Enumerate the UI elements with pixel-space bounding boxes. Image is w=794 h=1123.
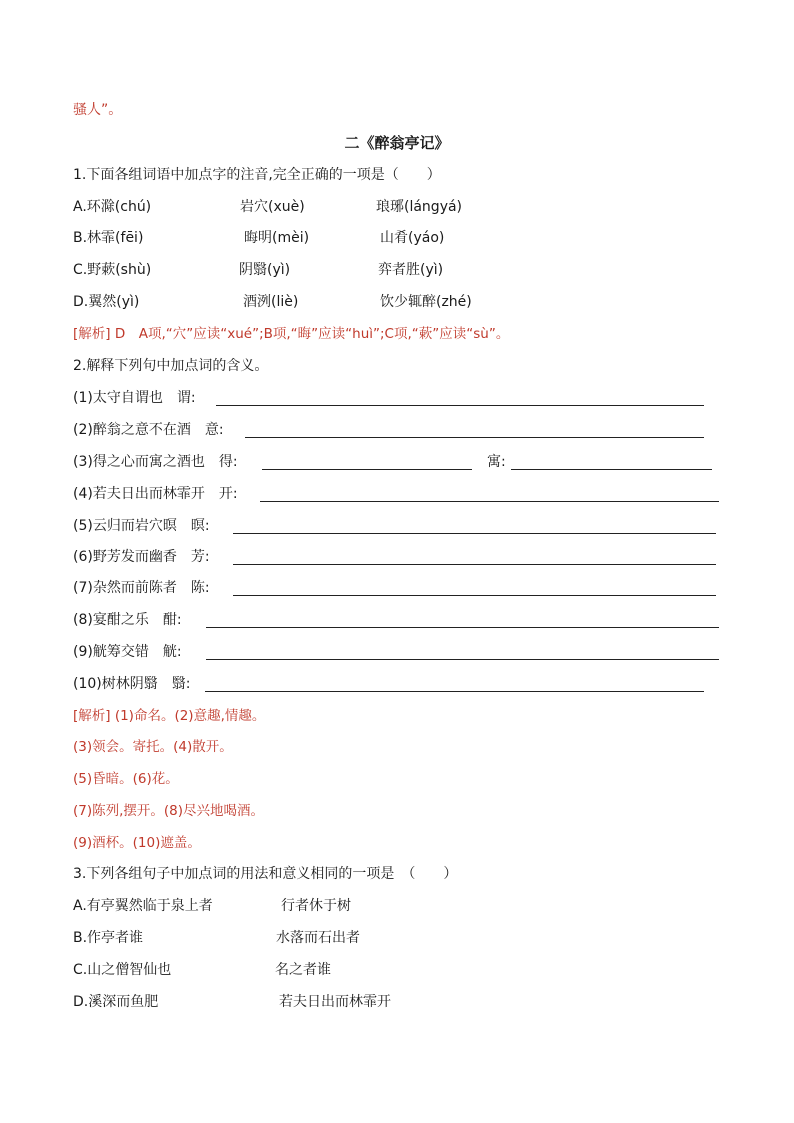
q1-option-c[interactable]: [73, 260, 723, 280]
q2-item-label: (2)醉翁之意不在酒 意:: [73, 422, 224, 438]
answer-blank[interactable]: [233, 595, 716, 596]
q2-analysis-line: (9)酒杯。(10)遮盖。: [73, 835, 201, 851]
q1-a-col3: 琅琊(lángyá): [376, 199, 463, 215]
q1-option-b[interactable]: [73, 228, 723, 248]
q2-item-label: (5)云归而岩穴暝 暝:: [73, 518, 210, 534]
q1-a-col2: 岩穴(xuè): [240, 199, 305, 215]
q2-item: [73, 547, 723, 567]
q2-item: [73, 610, 723, 630]
q2-item: [73, 578, 723, 598]
q2-item: [73, 388, 723, 408]
answer-blank[interactable]: [233, 533, 716, 534]
q2-item: [73, 452, 723, 472]
q2-item-label: (8)宴酣之乐 酣:: [73, 612, 182, 628]
top-fragment: 骚人”。: [73, 102, 123, 118]
q1-b-col3: 山肴(yáo): [380, 230, 445, 246]
q1-stem: 1.下面各组词语中加点字的注音,完全正确的一项是（ ）: [73, 167, 441, 183]
q1-option-a[interactable]: [73, 197, 723, 217]
answer-blank[interactable]: [205, 691, 704, 692]
q3-a-right: 行者休于树: [281, 898, 351, 914]
q2-item-label: (7)杂然而前陈者 陈:: [73, 580, 210, 596]
section-title: 二《醉翁亭记》: [344, 134, 450, 152]
q2-item-label: (3)得之心而寓之酒也 得:: [73, 454, 238, 470]
q2-item: [73, 420, 723, 440]
q3-c-left: C.山之僧智仙也: [73, 962, 172, 978]
q2-item: [73, 642, 723, 662]
q3-option-c[interactable]: [73, 960, 723, 980]
q2-analysis-line: (3)领会。寄托。(4)散开。: [73, 739, 233, 755]
q3-option-d[interactable]: [73, 992, 723, 1012]
q3-b-right: 水落而石出者: [276, 930, 360, 946]
q2-analysis-line: (7)陈列,摆开。(8)尽兴地喝酒。: [73, 803, 265, 819]
answer-blank[interactable]: [511, 469, 712, 470]
q3-b-left: B.作亭者谁: [73, 930, 144, 946]
q3-a-left: A.有亭翼然临于泉上者: [73, 898, 213, 914]
answer-blank[interactable]: [233, 564, 716, 565]
q2-item-label: (10)树林阴翳 翳:: [73, 676, 191, 692]
q1-d-col3: 饮少辄醉(zhé): [380, 294, 472, 310]
q2-item-label: (4)若夫日出而林霏开 开:: [73, 486, 238, 502]
q2-analysis-line: [解析] (1)命名。(2)意趣,情趣。: [73, 708, 266, 724]
answer-blank[interactable]: [245, 437, 704, 438]
q1-b-col2: 晦明(mèi): [244, 230, 310, 246]
q2-item: [73, 516, 723, 536]
q2-item-second-label: 寓:: [487, 454, 506, 470]
q1-b-col1: B.林霏(fēi): [73, 230, 144, 246]
q2-stem: 2.解释下列句中加点词的含义。: [73, 358, 269, 374]
q1-c-col2: 阴翳(yì): [239, 262, 291, 278]
q1-option-d[interactable]: [73, 292, 723, 312]
q3-option-a[interactable]: [73, 896, 723, 916]
q3-option-b[interactable]: [73, 928, 723, 948]
answer-blank[interactable]: [206, 627, 719, 628]
q2-item-label: (1)太守自谓也 谓:: [73, 390, 196, 406]
q1-c-col3: 弈者胜(yì): [378, 262, 444, 278]
q3-d-right: 若夫日出而林霏开: [279, 994, 391, 1010]
q2-item-label: (9)觥筹交错 觥:: [73, 644, 182, 660]
q1-c-col1: C.野蔌(shù): [73, 262, 152, 278]
q1-a-col1: A.环滁(chú): [73, 199, 152, 215]
q2-analysis-line: (5)昏暗。(6)花。: [73, 771, 179, 787]
q3-stem: 3.下列各组句子中加点词的用法和意义相同的一项是 （ ）: [73, 866, 458, 882]
q2-item: [73, 484, 723, 504]
q3-d-left: D.溪深而鱼肥: [73, 994, 159, 1010]
q2-item-label: (6)野芳发而幽香 芳:: [73, 549, 210, 565]
q3-c-right: 名之者谁: [275, 962, 331, 978]
answer-blank[interactable]: [262, 469, 472, 470]
answer-blank[interactable]: [216, 405, 704, 406]
q2-item: [73, 674, 723, 694]
q1-d-col1: D.翼然(yì): [73, 294, 140, 310]
q1-analysis: [解析] D A项,“穴”应读“xué”;B项,“晦”应读“huì”;C项,“蔌”应读“sù”。: [73, 326, 510, 342]
q1-d-col2: 酒洌(liè): [243, 294, 299, 310]
answer-blank[interactable]: [206, 659, 719, 660]
answer-blank[interactable]: [260, 501, 719, 502]
